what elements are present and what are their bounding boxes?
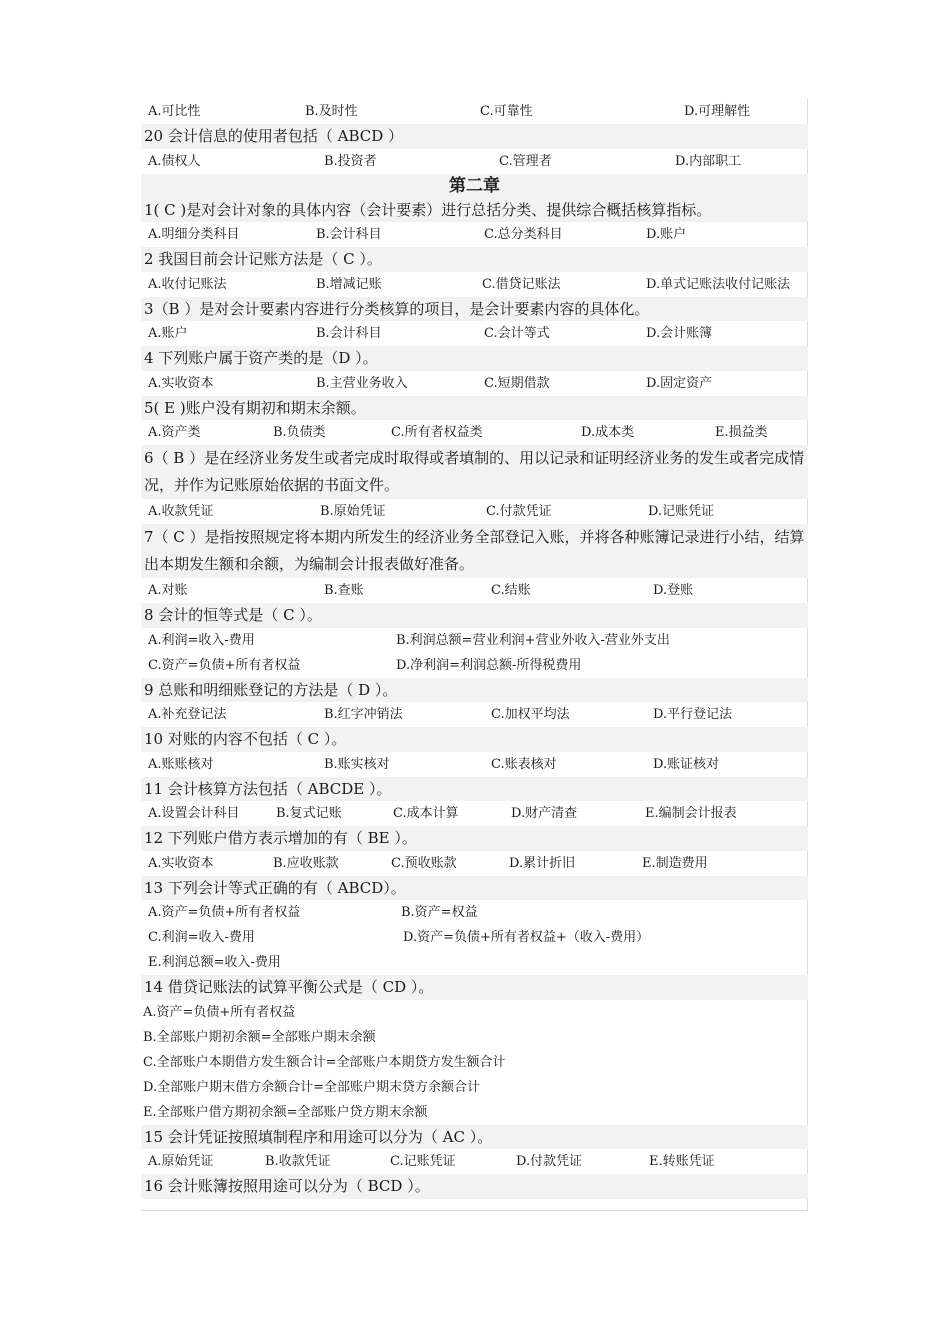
option-d: D.账户: [646, 227, 687, 242]
options-row: [141, 321, 808, 346]
option-c: C.成本计算: [393, 806, 459, 821]
options-row: [141, 149, 808, 174]
option-b: B.投资者: [324, 153, 377, 169]
options-row: [141, 99, 808, 124]
option-d: D.记账凭证: [648, 504, 715, 519]
option-c: C.加权平均法: [491, 707, 570, 722]
option-b: B.会计科目: [316, 227, 382, 242]
option-b: B.负债类: [273, 425, 326, 440]
options-row: [141, 653, 808, 678]
question-text: 11 会计核算方法包括（ ABCDE ）。: [141, 777, 808, 802]
question-text: 16 会计账簿按照用途可以分为（ BCD ）。: [141, 1174, 808, 1199]
option-c: C.利润=收入-费用: [148, 930, 255, 945]
option-line: A.资产=负债+所有者权益: [141, 1000, 808, 1025]
option-d: D.成本类: [581, 425, 635, 440]
question-text: 4 下列账户属于资产类的是（D ）。: [141, 346, 808, 371]
option-d: D.平行登记法: [653, 707, 733, 722]
option-e: E.制造费用: [642, 855, 708, 871]
option-a: A.债权人: [148, 153, 201, 169]
option-b: B.增减记账: [316, 276, 382, 292]
option-a: A.收款凭证: [148, 504, 214, 519]
option-c: C.账表核对: [491, 756, 557, 772]
option-b: B.应收账款: [273, 855, 339, 871]
question-text: 5( E )账户没有期初和期末余额。: [141, 396, 808, 421]
option-e: E.编制会计报表: [645, 806, 737, 821]
option-a: A.账账核对: [148, 756, 214, 772]
options-row: [141, 851, 808, 876]
options-row: [141, 702, 808, 727]
option-a: A.资产=负债+所有者权益: [148, 905, 301, 920]
option-a: A.设置会计科目: [148, 806, 240, 821]
question-text: 14 借贷记账法的试算平衡公式是（ CD ）。: [141, 975, 808, 1000]
option-d: D.账证核对: [653, 756, 720, 772]
option-c: C.付款凭证: [486, 504, 552, 519]
option-b: B.原始凭证: [320, 504, 386, 519]
option-d: D.单式记账法收付记账法: [646, 276, 791, 292]
option-b: B.查账: [324, 583, 364, 598]
question-text: 3（B ）是对会计要素内容进行分类核算的项目，是会计要素内容的具体化。: [141, 297, 808, 322]
options-row: [141, 628, 808, 653]
question-sheet: [141, 99, 808, 1211]
option-a: A.实收资本: [148, 855, 214, 871]
option-d: D.固定资产: [646, 375, 713, 391]
question-text: 7（ C ）是指按照规定将本期内所发生的经济业务全部登记入账，并将各种账簿记录进行小结，结算出本期发生额和余额，为编制会计报表做好准备。: [141, 524, 808, 578]
option-e: E.转账凭证: [649, 1154, 715, 1169]
options-row: [141, 950, 808, 975]
question-text: 2 我国目前会计记账方法是（ C ）。: [141, 247, 808, 272]
option-b: B.利润总额=营业利润+营业外收入-营业外支出: [396, 632, 670, 648]
option-d: D.会计账簿: [646, 326, 713, 341]
question-text: 15 会计凭证按照填制程序和用途可以分为（ AC ）。: [141, 1125, 808, 1150]
option-b: B.会计科目: [316, 326, 382, 341]
option-d: D.付款凭证: [516, 1154, 583, 1169]
option-c: C.所有者权益类: [391, 425, 483, 440]
question-text: 10 对账的内容不包括（ C ）。: [141, 727, 808, 752]
option-a: A.收付记账法: [148, 276, 227, 292]
option-line: E.全部账户借方期初余额=全部账户贷方期末余额: [141, 1100, 808, 1125]
option-a: A.资产类: [148, 425, 201, 440]
option-b: B.账实核对: [324, 756, 390, 772]
sheet-bottom-border: [141, 1199, 808, 1211]
question-text: 20 会计信息的使用者包括（ ABCD ）: [141, 124, 808, 149]
option-line: B.全部账户期初余额=全部账户期末余额: [141, 1025, 808, 1050]
option-d: D.净利润=利润总额-所得税费用: [396, 657, 582, 673]
options-row: [141, 900, 808, 925]
options-row: [141, 420, 808, 445]
option-d: D.登账: [653, 583, 694, 598]
option-d: D.财产清查: [511, 806, 578, 821]
option-a: A.原始凭证: [148, 1154, 214, 1169]
options-row: [141, 499, 808, 524]
option-e: E.损益类: [715, 425, 768, 440]
option-b: B.资产=权益: [401, 905, 478, 920]
option-b: B.收款凭证: [265, 1154, 331, 1169]
option-a: A.对账: [148, 583, 188, 598]
options-row: [141, 371, 808, 396]
option-d: D.内部职工: [675, 153, 742, 169]
question-text: 9 总账和明细账登记的方法是（ D ）。: [141, 678, 808, 703]
option-c: C.管理者: [499, 153, 552, 169]
option-a: A.实收资本: [148, 375, 214, 391]
option-b: B.及时性: [305, 104, 358, 119]
question-text: 13 下列会计等式正确的有（ ABCD）。: [141, 876, 808, 901]
option-b: B.复式记账: [276, 806, 342, 821]
option-a: A.利润=收入-费用: [148, 632, 255, 648]
options-row: [141, 578, 808, 603]
option-a: A.账户: [148, 326, 188, 341]
chapter-title: 第二章: [141, 174, 808, 198]
option-d: D.可理解性: [684, 104, 751, 119]
option-b: B.主营业务收入: [316, 375, 408, 391]
option-b: B.红字冲销法: [324, 707, 403, 722]
option-d: D.累计折旧: [509, 855, 576, 871]
option-c: C.短期借款: [484, 375, 550, 391]
option-a: A.明细分类科目: [148, 227, 240, 242]
question-text: 1( C )是对会计对象的具体内容（会计要素）进行总括分类、提供综合概括核算指标。: [141, 198, 808, 223]
options-row: [141, 1149, 808, 1174]
question-text: 6（ B ）是在经济业务发生或者完成时取得或者填制的、用以记录和证明经济业务的发生或者完成情况，并作为记账原始依据的书面文件。: [141, 445, 808, 499]
option-c: C.资产=负债+所有者权益: [148, 657, 301, 673]
options-row: [141, 752, 808, 777]
option-c: C.结账: [491, 583, 531, 598]
options-row: [141, 272, 808, 297]
option-a: A.补充登记法: [148, 707, 227, 722]
question-text: 8 会计的恒等式是（ C ）。: [141, 603, 808, 628]
option-line: D.全部账户期末借方余额合计=全部账户期末贷方余额合计: [141, 1075, 808, 1100]
options-row: [141, 925, 808, 950]
question-text: 12 下列账户借方表示增加的有（ BE ）。: [141, 826, 808, 851]
option-c: C.可靠性: [480, 104, 533, 119]
option-c: C.预收账款: [391, 855, 457, 871]
option-d: D.资产=负债+所有者权益+（收入-费用）: [403, 930, 650, 945]
option-line: C.全部账户本期借方发生额合计=全部账户本期贷方发生额合计: [141, 1050, 808, 1075]
options-row: [141, 222, 808, 247]
option-e: E.利润总额=收入-费用: [148, 955, 281, 970]
option-c: C.借贷记账法: [482, 276, 561, 292]
option-c: C.总分类科目: [484, 227, 563, 242]
option-a: A.可比性: [148, 104, 201, 119]
option-c: C.会计等式: [484, 326, 550, 341]
option-c: C.记账凭证: [390, 1154, 456, 1169]
options-row: [141, 801, 808, 826]
